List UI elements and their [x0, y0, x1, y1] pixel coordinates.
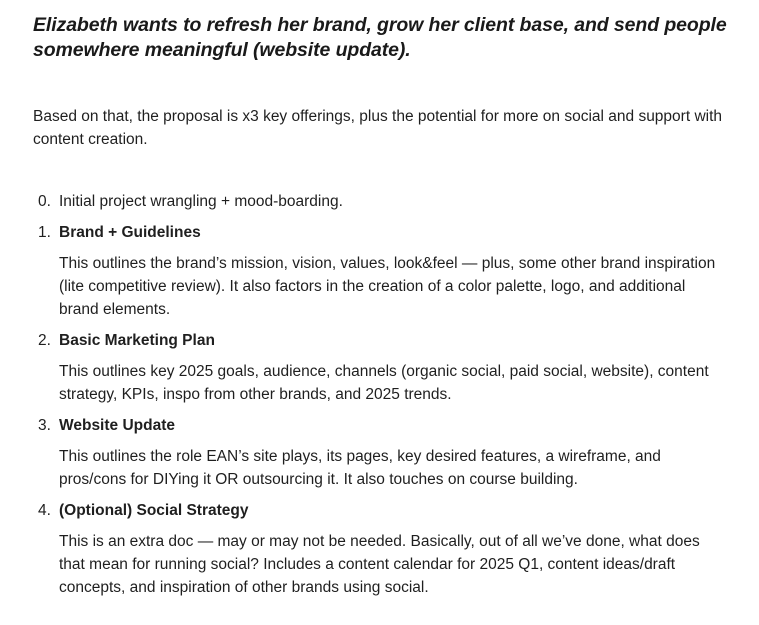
list-item-title: (Optional) Social Strategy	[59, 502, 249, 519]
list-item-number: 0.	[38, 193, 51, 210]
list-item-title: Brand + Guidelines	[59, 224, 201, 241]
page-heading: Elizabeth wants to refresh her brand, grow her client base, and send people somewhere meaningful (website update).	[33, 14, 727, 61]
list-item	[33, 221, 739, 321]
list-item-number: 4.	[38, 502, 51, 519]
list-item-number: 3.	[38, 417, 51, 434]
list-item-title: Initial project wrangling + mood-boarding.	[59, 193, 343, 210]
offerings-list	[33, 190, 739, 599]
list-item-number: 1.	[38, 224, 51, 241]
list-item	[33, 414, 739, 491]
list-item-description: This outlines the brand’s mission, vision, values, look&feel — plus, some other brand inspiration (lite competitive review). It also factors in the creation of a color palette, logo, and additional brand elements.	[59, 255, 716, 318]
list-item-number: 2.	[38, 332, 51, 349]
list-item-description: This is an extra doc — may or may not be needed. Basically, out of all we’ve done, what does that mean for running social? Includes a content calendar for 2025 Q1, content ideas/draft concepts, and inspiration of other brands using social.	[59, 533, 700, 596]
list-item-title: Website Update	[59, 417, 175, 434]
list-item-description: This outlines the role EAN’s site plays, its pages, key desired features, a wireframe, and pros/cons for DIYing it OR outsourcing it. It also touches on course building.	[59, 448, 661, 488]
list-item	[33, 329, 739, 406]
list-item	[33, 499, 739, 599]
list-item	[33, 190, 739, 213]
list-item-title: Basic Marketing Plan	[59, 332, 215, 349]
intro-paragraph: Based on that, the proposal is x3 key offerings, plus the potential for more on social and support with content creation.	[33, 108, 723, 148]
list-item-description: This outlines key 2025 goals, audience, channels (organic social, paid social, website), content strategy, KPIs, inspo from other brands, and 2025 trends.	[59, 363, 709, 403]
